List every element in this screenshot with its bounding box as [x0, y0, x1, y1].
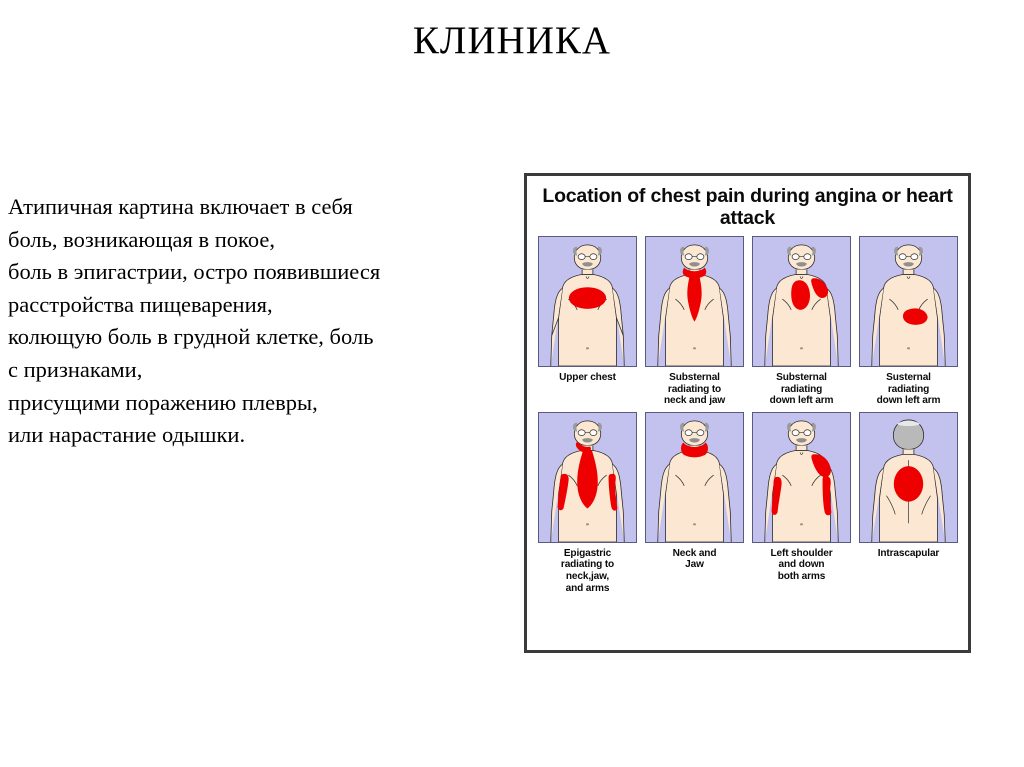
panel-grid	[534, 236, 962, 594]
chest-pain-diagram	[524, 173, 971, 653]
caption-line: Substernal	[776, 372, 827, 383]
torso-figure-front	[645, 412, 744, 543]
caption-line: and down	[778, 559, 825, 571]
panel-neck-and-jaw	[641, 412, 748, 594]
caption-line: and arms	[565, 582, 610, 594]
torso-figure-front	[859, 236, 958, 367]
torso-figure-front	[645, 236, 744, 367]
caption-line: neck and jaw	[663, 395, 726, 407]
panel-left-shoulder-and-down-both-arms	[748, 412, 855, 594]
body-text-line: боль, возникающая в покое,	[8, 226, 275, 252]
diagram-title-line1: Location of chest pain	[542, 185, 745, 207]
torso-figure-front	[752, 412, 851, 543]
panel-caption	[536, 372, 640, 384]
caption-line: down left arm	[769, 395, 834, 407]
page-title: КЛИНИКА	[412, 19, 612, 62]
caption-line: both arms	[777, 570, 826, 582]
panel-intrascapular	[855, 412, 962, 594]
caption-line: down left arm	[876, 395, 941, 407]
caption-line: Intrascapular	[877, 547, 940, 559]
body-text-block	[8, 191, 508, 452]
caption-line: Left shoulder	[770, 547, 833, 559]
panel-susternal-radiating-down-left-arm	[855, 236, 962, 407]
torso-figure-front	[752, 236, 851, 367]
caption-line: radiating to	[560, 559, 615, 571]
caption-line: Upper chest	[559, 372, 616, 383]
panel-caption	[857, 548, 961, 560]
panel-epigastric-radiating-neck-jaw-arms	[534, 412, 641, 594]
panel-row	[534, 412, 962, 594]
panel-caption	[750, 372, 854, 407]
panel-caption	[750, 548, 854, 583]
body-text-line: или нарастание одышки.	[8, 422, 246, 448]
caption-line: radiating	[887, 383, 930, 395]
caption-line: radiating	[780, 383, 823, 395]
torso-figure-back	[859, 412, 958, 543]
body-text-line: расстройства пищеварения,	[8, 291, 273, 317]
caption-line: Susternal	[886, 372, 931, 383]
panel-substernal-radiating-neck-jaw	[641, 236, 748, 407]
torso-figure-front	[538, 236, 637, 367]
panel-caption	[643, 548, 747, 571]
diagram-title-line2: during angina or heart attack	[719, 185, 953, 229]
body-text-line: колющую боль в грудной клетке, боль	[8, 324, 374, 350]
panel-substernal-radiating-down-left-arm	[748, 236, 855, 407]
diagram-title	[527, 185, 968, 229]
body-text-line: с признаками,	[8, 356, 143, 382]
caption-line: Jaw	[685, 559, 704, 571]
panel-caption	[536, 548, 640, 594]
panel-row	[534, 236, 962, 407]
caption-line: Epigastric	[563, 547, 612, 559]
panel-caption	[643, 372, 747, 407]
body-text-line: присущими поражению плевры,	[8, 389, 318, 415]
body-text-line: Атипичная картина включает в себя	[8, 194, 353, 219]
torso-figure-front	[538, 412, 637, 543]
caption-line: Neck and	[672, 547, 717, 559]
body-text-line: боль в эпигастрии, остро появившиеся	[8, 259, 381, 285]
caption-line: Substernal	[669, 372, 720, 383]
caption-line: radiating to	[667, 383, 722, 395]
panel-upper-chest	[534, 236, 641, 407]
panel-caption	[857, 372, 961, 407]
caption-line: neck,jaw,	[565, 570, 610, 582]
